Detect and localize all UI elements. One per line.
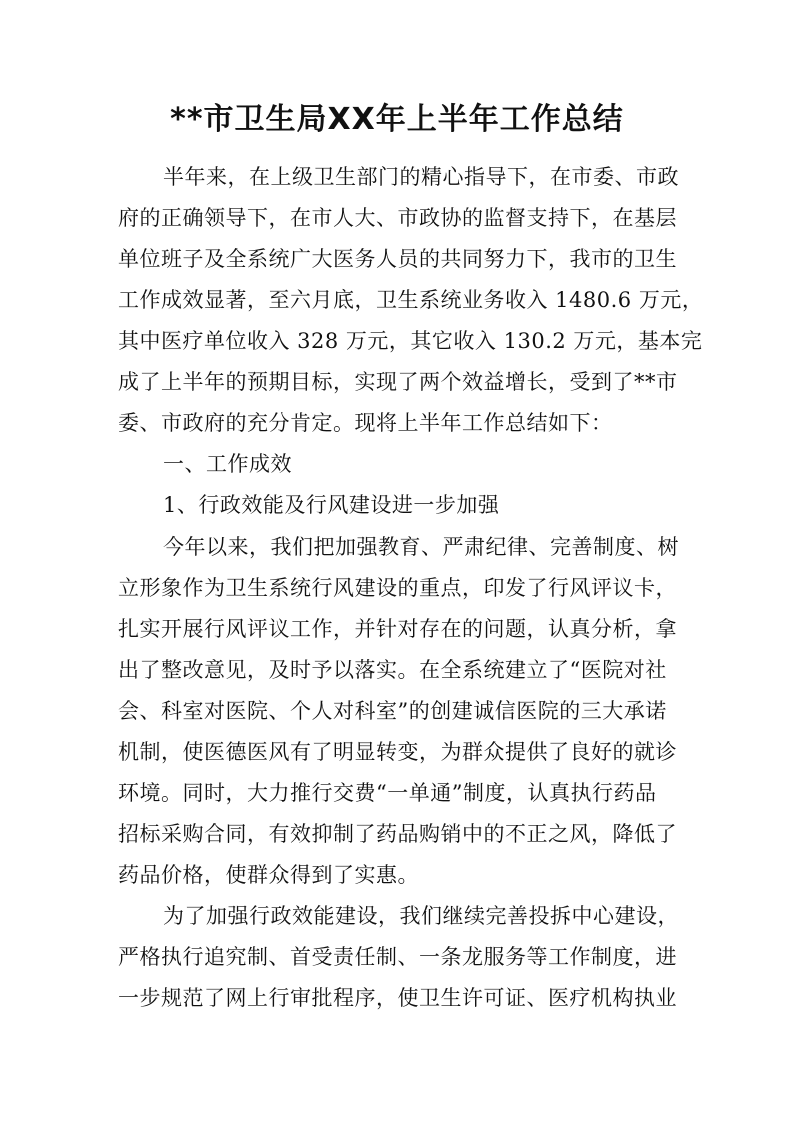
paragraph-line: 会、科室对医院、个人对科室”的创建诚信医院的三大承诺 — [118, 699, 667, 723]
paragraph-line: 今年以来，我们把加强教育、严肃纪律、完善制度、树 — [163, 535, 679, 559]
paragraph-line: 机制，使医德医风有了明显转变，为群众提供了良好的就诊 — [118, 740, 677, 764]
paragraph-line: 单位班子及全系统广大医务人员的共同努力下，我市的卫生 — [118, 247, 677, 271]
paragraph-line: 成了上半年的预期目标，实现了两个效益增长，受到了**市 — [118, 370, 678, 394]
paragraph-line: 出了整改意见，及时予以落实。在全系统建立了“医院对社 — [118, 658, 667, 682]
paragraph-line: 环境。同时，大力推行交费“一单通”制度，认真执行药品 — [118, 781, 657, 805]
paragraph-line: 药品价格，使群众得到了实惠。 — [118, 863, 419, 887]
paragraph-line: 立形象作为卫生系统行风建设的重点，印发了行风评议卡， — [118, 576, 677, 600]
paragraph-line: 为了加强行政效能建设，我们继续完善投拆中心建设， — [163, 904, 679, 928]
paragraph-line: 其中医疗单位收入 328 万元，其它收入 130.2 万元，基本完 — [118, 329, 703, 353]
paragraph-line: 工作成效显著，至六月底，卫生系统业务收入 1480.6 万元， — [118, 288, 704, 312]
paragraph-line: 招标采购合同，有效抑制了药品购销中的不正之风，降低了 — [118, 822, 677, 846]
section-heading: 一、工作成效 — [163, 452, 292, 476]
paragraph-line: 府的正确领导下，在市人大、市政协的监督支持下，在基层 — [118, 206, 677, 230]
paragraph-line: 一步规范了网上行审批程序，使卫生许可证、医疗机构执业 — [118, 986, 677, 1010]
paragraph-line: 半年来，在上级卫生部门的精心指导下，在市委、市政 — [163, 165, 679, 189]
paragraph-line: 严格执行追究制、首受责任制、一条龙服务等工作制度，进 — [118, 945, 677, 969]
paragraph-line: 扎实开展行风评议工作，并针对存在的问题，认真分析，拿 — [118, 617, 677, 641]
paragraph-line: 委、市政府的充分肯定。现将上半年工作总结如下： — [118, 411, 613, 435]
document-title: **市卫生局XX年上半年工作总结 — [170, 102, 624, 137]
subsection-heading: 1、行政效能及行风建设进一步加强 — [163, 493, 500, 517]
